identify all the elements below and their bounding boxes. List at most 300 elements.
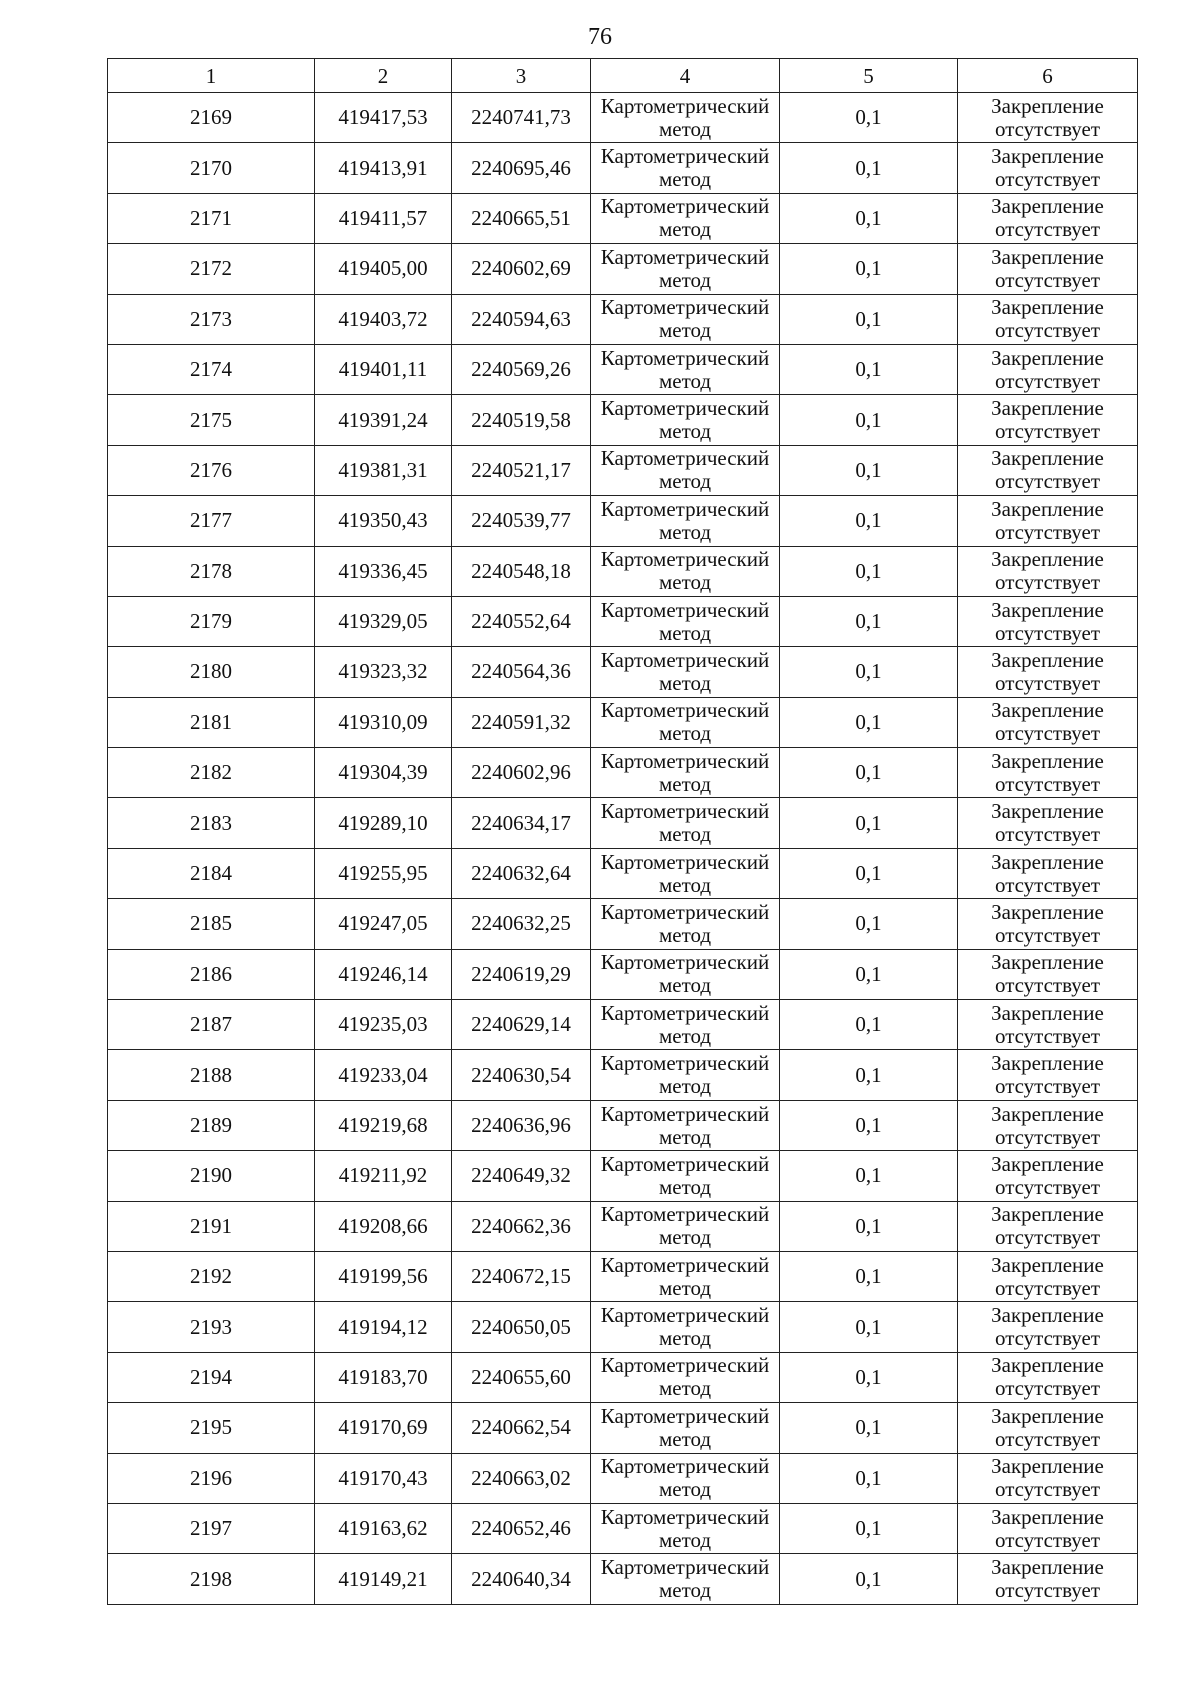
method-line-1: Картометрический	[600, 950, 770, 975]
fixing-line-1: Закрепление	[991, 1151, 1104, 1176]
method-line-1: Картометрический	[600, 244, 770, 269]
y-coordinate-cell: 2240649,32	[452, 1151, 591, 1201]
method-line-1: Картометрический	[600, 799, 770, 824]
x-coordinate-cell: 419208,66	[315, 1201, 452, 1251]
accuracy-cell: 0,1	[780, 1503, 958, 1553]
column-header-4: 4	[591, 59, 780, 93]
y-coordinate-cell: 2240591,32	[452, 697, 591, 747]
method-line-1: Картометрический	[600, 295, 770, 320]
table-body	[108, 93, 1138, 1605]
accuracy-cell: 0,1	[780, 1352, 958, 1402]
fixing-line-2: отсутствует	[994, 1426, 1101, 1451]
x-coordinate-cell: 419417,53	[315, 93, 452, 143]
x-coordinate-cell: 419336,45	[315, 546, 452, 596]
method-cell	[591, 1503, 780, 1553]
accuracy-cell: 0,1	[780, 1151, 958, 1201]
y-coordinate-cell: 2240602,69	[452, 244, 591, 294]
y-coordinate-cell: 2240636,96	[452, 1100, 591, 1150]
method-line-2: метод	[658, 822, 712, 847]
method-line-2: метод	[658, 1477, 712, 1502]
y-coordinate-cell: 2240602,96	[452, 748, 591, 798]
method-line-1: Картометрический	[600, 1454, 770, 1479]
x-coordinate-cell: 419255,95	[315, 848, 452, 898]
fixing-line-2: отсутствует	[994, 1527, 1101, 1552]
fixing-line-2: отсутствует	[994, 267, 1101, 292]
table-row	[108, 143, 1138, 193]
method-cell	[591, 798, 780, 848]
x-coordinate-cell: 419304,39	[315, 748, 452, 798]
table-row	[108, 899, 1138, 949]
y-coordinate-cell: 2240619,29	[452, 949, 591, 999]
accuracy-cell: 0,1	[780, 546, 958, 596]
fixing-line-1: Закрепление	[991, 1504, 1104, 1529]
table-row	[108, 798, 1138, 848]
method-line-2: метод	[658, 922, 712, 947]
header-row	[108, 59, 1138, 93]
fixing-line-1: Закрепление	[991, 345, 1104, 370]
method-cell	[591, 848, 780, 898]
fixing-cell	[958, 294, 1138, 344]
point-number-cell: 2183	[108, 798, 315, 848]
fixing-line-2: отсутствует	[994, 973, 1101, 998]
fixing-cell	[958, 1302, 1138, 1352]
accuracy-cell: 0,1	[780, 848, 958, 898]
fixing-line-2: отсутствует	[994, 1174, 1101, 1199]
method-cell	[591, 546, 780, 596]
method-line-1: Картометрический	[600, 496, 770, 521]
fixing-line-2: отсутствует	[994, 167, 1101, 192]
fixing-line-2: отсутствует	[994, 771, 1101, 796]
method-line-2: метод	[658, 116, 712, 141]
fixing-cell	[958, 143, 1138, 193]
method-cell	[591, 1453, 780, 1503]
fixing-cell	[958, 1554, 1138, 1604]
point-number-cell: 2191	[108, 1201, 315, 1251]
method-line-2: метод	[658, 1275, 712, 1300]
method-line-1: Картометрический	[600, 1403, 770, 1428]
fixing-line-1: Закрепление	[991, 799, 1104, 824]
x-coordinate-cell: 419413,91	[315, 143, 452, 193]
fixing-line-1: Закрепление	[991, 899, 1104, 924]
method-cell	[591, 445, 780, 495]
x-coordinate-cell: 419401,11	[315, 344, 452, 394]
point-number-cell: 2194	[108, 1352, 315, 1402]
accuracy-cell: 0,1	[780, 344, 958, 394]
method-line-2: метод	[658, 267, 712, 292]
method-line-2: метод	[658, 1527, 712, 1552]
fixing-cell	[958, 748, 1138, 798]
table-row	[108, 1251, 1138, 1301]
fixing-cell	[958, 344, 1138, 394]
accuracy-cell: 0,1	[780, 1554, 958, 1604]
point-number-cell: 2192	[108, 1251, 315, 1301]
method-cell	[591, 1201, 780, 1251]
fixing-line-2: отсутствует	[994, 368, 1101, 393]
fixing-line-1: Закрепление	[991, 295, 1104, 320]
x-coordinate-cell: 419199,56	[315, 1251, 452, 1301]
fixing-line-1: Закрепление	[991, 194, 1104, 219]
method-cell	[591, 647, 780, 697]
fixing-line-1: Закрепление	[991, 144, 1104, 169]
y-coordinate-cell: 2240634,17	[452, 798, 591, 848]
table-row	[108, 93, 1138, 143]
y-coordinate-cell: 2240594,63	[452, 294, 591, 344]
fixing-line-2: отсутствует	[994, 469, 1101, 494]
point-number-cell: 2182	[108, 748, 315, 798]
method-line-1: Картометрический	[600, 849, 770, 874]
method-cell	[591, 496, 780, 546]
table-row	[108, 697, 1138, 747]
fixing-line-2: отсутствует	[994, 519, 1101, 544]
fixing-line-1: Закрепление	[991, 1303, 1104, 1328]
fixing-cell	[958, 899, 1138, 949]
x-coordinate-cell: 419183,70	[315, 1352, 452, 1402]
page-number: 76	[588, 24, 612, 50]
table-row	[108, 244, 1138, 294]
method-line-1: Картометрический	[600, 446, 770, 471]
table-row	[108, 1151, 1138, 1201]
y-coordinate-cell: 2240672,15	[452, 1251, 591, 1301]
method-cell	[591, 697, 780, 747]
y-coordinate-cell: 2240539,77	[452, 496, 591, 546]
method-line-2: метод	[658, 670, 712, 695]
fixing-cell	[958, 848, 1138, 898]
fixing-line-2: отсутствует	[994, 1275, 1101, 1300]
fixing-line-1: Закрепление	[991, 1000, 1104, 1025]
fixing-line-2: отсутствует	[994, 1477, 1101, 1502]
fixing-line-1: Закрепление	[991, 93, 1104, 118]
fixing-line-1: Закрепление	[991, 1101, 1104, 1126]
y-coordinate-cell: 2240663,02	[452, 1453, 591, 1503]
method-cell	[591, 193, 780, 243]
y-coordinate-cell: 2240662,54	[452, 1403, 591, 1453]
fixing-cell	[958, 1050, 1138, 1100]
y-coordinate-cell: 2240569,26	[452, 344, 591, 394]
point-number-cell: 2196	[108, 1453, 315, 1503]
x-coordinate-cell: 419391,24	[315, 395, 452, 445]
column-header-6: 6	[958, 59, 1138, 93]
fixing-cell	[958, 244, 1138, 294]
accuracy-cell: 0,1	[780, 244, 958, 294]
method-line-2: метод	[658, 872, 712, 897]
method-cell	[591, 1251, 780, 1301]
fixing-cell	[958, 1503, 1138, 1553]
fixing-line-1: Закрепление	[991, 1403, 1104, 1428]
fixing-line-2: отсутствует	[994, 1326, 1101, 1351]
y-coordinate-cell: 2240695,46	[452, 143, 591, 193]
x-coordinate-cell: 419350,43	[315, 496, 452, 546]
method-cell	[591, 1352, 780, 1402]
y-coordinate-cell: 2240640,34	[452, 1554, 591, 1604]
accuracy-cell: 0,1	[780, 93, 958, 143]
table-row	[108, 949, 1138, 999]
method-cell	[591, 244, 780, 294]
fixing-cell	[958, 1352, 1138, 1402]
method-line-2: метод	[658, 519, 712, 544]
method-line-2: метод	[658, 1326, 712, 1351]
method-line-1: Картометрический	[600, 345, 770, 370]
x-coordinate-cell: 419233,04	[315, 1050, 452, 1100]
method-line-1: Картометрический	[600, 1051, 770, 1076]
x-coordinate-cell: 419329,05	[315, 596, 452, 646]
x-coordinate-cell: 419170,69	[315, 1403, 452, 1453]
accuracy-cell: 0,1	[780, 193, 958, 243]
table-row	[108, 1403, 1138, 1453]
x-coordinate-cell: 419289,10	[315, 798, 452, 848]
y-coordinate-cell: 2240655,60	[452, 1352, 591, 1402]
method-line-2: метод	[658, 469, 712, 494]
table-row	[108, 848, 1138, 898]
accuracy-cell: 0,1	[780, 1201, 958, 1251]
fixing-cell	[958, 949, 1138, 999]
fixing-line-1: Закрепление	[991, 244, 1104, 269]
y-coordinate-cell: 2240548,18	[452, 546, 591, 596]
accuracy-cell: 0,1	[780, 445, 958, 495]
fixing-line-1: Закрепление	[991, 647, 1104, 672]
accuracy-cell: 0,1	[780, 294, 958, 344]
method-line-2: метод	[658, 368, 712, 393]
method-line-2: метод	[658, 1124, 712, 1149]
method-line-1: Картометрический	[600, 597, 770, 622]
y-coordinate-cell: 2240652,46	[452, 1503, 591, 1553]
accuracy-cell: 0,1	[780, 647, 958, 697]
x-coordinate-cell: 419219,68	[315, 1100, 452, 1150]
point-number-cell: 2185	[108, 899, 315, 949]
method-line-2: метод	[658, 1074, 712, 1099]
method-line-2: метод	[658, 771, 712, 796]
x-coordinate-cell: 419310,09	[315, 697, 452, 747]
method-line-2: метод	[658, 721, 712, 746]
fixing-cell	[958, 1151, 1138, 1201]
method-line-1: Картометрический	[600, 748, 770, 773]
method-cell	[591, 1100, 780, 1150]
fixing-cell	[958, 445, 1138, 495]
y-coordinate-cell: 2240741,73	[452, 93, 591, 143]
fixing-cell	[958, 798, 1138, 848]
table-row	[108, 1554, 1138, 1604]
accuracy-cell: 0,1	[780, 1100, 958, 1150]
x-coordinate-cell: 419163,62	[315, 1503, 452, 1553]
method-line-2: метод	[658, 419, 712, 444]
method-cell	[591, 899, 780, 949]
method-cell	[591, 1302, 780, 1352]
method-cell	[591, 596, 780, 646]
accuracy-cell: 0,1	[780, 949, 958, 999]
method-cell	[591, 143, 780, 193]
method-line-1: Картометрический	[600, 698, 770, 723]
point-number-cell: 2171	[108, 193, 315, 243]
method-cell	[591, 344, 780, 394]
point-number-cell: 2188	[108, 1050, 315, 1100]
point-number-cell: 2190	[108, 1151, 315, 1201]
fixing-line-1: Закрепление	[991, 1252, 1104, 1277]
method-line-1: Картометрический	[600, 93, 770, 118]
fixing-cell	[958, 1100, 1138, 1150]
method-cell	[591, 395, 780, 445]
method-line-1: Картометрический	[600, 194, 770, 219]
table-row	[108, 294, 1138, 344]
x-coordinate-cell: 419149,21	[315, 1554, 452, 1604]
method-line-1: Картометрический	[600, 547, 770, 572]
method-cell	[591, 1151, 780, 1201]
table-row	[108, 647, 1138, 697]
fixing-line-2: отсутствует	[994, 1124, 1101, 1149]
point-number-cell: 2172	[108, 244, 315, 294]
fixing-line-1: Закрепление	[991, 496, 1104, 521]
fixing-line-2: отсутствует	[994, 1225, 1101, 1250]
fixing-line-1: Закрепление	[991, 1202, 1104, 1227]
y-coordinate-cell: 2240632,64	[452, 848, 591, 898]
accuracy-cell: 0,1	[780, 596, 958, 646]
y-coordinate-cell: 2240519,58	[452, 395, 591, 445]
method-line-2: метод	[658, 167, 712, 192]
x-coordinate-cell: 419170,43	[315, 1453, 452, 1503]
y-coordinate-cell: 2240552,64	[452, 596, 591, 646]
accuracy-cell: 0,1	[780, 1050, 958, 1100]
method-cell	[591, 949, 780, 999]
table-row	[108, 596, 1138, 646]
table-row	[108, 1453, 1138, 1503]
method-cell	[591, 93, 780, 143]
fixing-cell	[958, 1251, 1138, 1301]
coordinates-table	[107, 58, 1138, 1605]
x-coordinate-cell: 419247,05	[315, 899, 452, 949]
method-line-1: Картометрический	[600, 647, 770, 672]
fixing-line-2: отсутствует	[994, 1578, 1101, 1603]
fixing-line-2: отсутствует	[994, 116, 1101, 141]
method-cell	[591, 1050, 780, 1100]
point-number-cell: 2189	[108, 1100, 315, 1150]
fixing-cell	[958, 395, 1138, 445]
method-line-2: метод	[658, 217, 712, 242]
y-coordinate-cell: 2240629,14	[452, 1000, 591, 1050]
point-number-cell: 2178	[108, 546, 315, 596]
fixing-line-2: отсутствует	[994, 721, 1101, 746]
point-number-cell: 2179	[108, 596, 315, 646]
table-row	[108, 1352, 1138, 1402]
fixing-line-2: отсутствует	[994, 670, 1101, 695]
x-coordinate-cell: 419323,32	[315, 647, 452, 697]
fixing-line-1: Закрепление	[991, 547, 1104, 572]
method-cell	[591, 748, 780, 798]
point-number-cell: 2177	[108, 496, 315, 546]
point-number-cell: 2187	[108, 1000, 315, 1050]
fixing-line-1: Закрепление	[991, 446, 1104, 471]
method-line-1: Картометрический	[600, 396, 770, 421]
method-line-2: метод	[658, 570, 712, 595]
method-line-2: метод	[658, 318, 712, 343]
method-line-1: Картометрический	[600, 1252, 770, 1277]
fixing-line-1: Закрепление	[991, 849, 1104, 874]
x-coordinate-cell: 419405,00	[315, 244, 452, 294]
column-header-3: 3	[452, 59, 591, 93]
method-line-2: метод	[658, 1376, 712, 1401]
fixing-cell	[958, 1201, 1138, 1251]
accuracy-cell: 0,1	[780, 496, 958, 546]
point-number-cell: 2184	[108, 848, 315, 898]
table-row	[108, 546, 1138, 596]
table-row	[108, 1503, 1138, 1553]
x-coordinate-cell: 419381,31	[315, 445, 452, 495]
fixing-cell	[958, 496, 1138, 546]
accuracy-cell: 0,1	[780, 1453, 958, 1503]
fixing-cell	[958, 93, 1138, 143]
y-coordinate-cell: 2240564,36	[452, 647, 591, 697]
fixing-cell	[958, 596, 1138, 646]
column-header-1: 1	[108, 59, 315, 93]
fixing-line-1: Закрепление	[991, 597, 1104, 622]
fixing-cell	[958, 1403, 1138, 1453]
y-coordinate-cell: 2240630,54	[452, 1050, 591, 1100]
fixing-line-1: Закрепление	[991, 1454, 1104, 1479]
fixing-line-2: отсутствует	[994, 570, 1101, 595]
x-coordinate-cell: 419235,03	[315, 1000, 452, 1050]
point-number-cell: 2193	[108, 1302, 315, 1352]
accuracy-cell: 0,1	[780, 395, 958, 445]
table-row	[108, 1100, 1138, 1150]
column-header-2: 2	[315, 59, 452, 93]
table-row	[108, 1302, 1138, 1352]
method-line-1: Картометрический	[600, 1303, 770, 1328]
fixing-line-2: отсутствует	[994, 419, 1101, 444]
method-line-1: Картометрический	[600, 1000, 770, 1025]
fixing-line-1: Закрепление	[991, 1555, 1104, 1580]
point-number-cell: 2181	[108, 697, 315, 747]
accuracy-cell: 0,1	[780, 899, 958, 949]
x-coordinate-cell: 419211,92	[315, 1151, 452, 1201]
y-coordinate-cell: 2240632,25	[452, 899, 591, 949]
fixing-cell	[958, 193, 1138, 243]
fixing-line-1: Закрепление	[991, 950, 1104, 975]
table-row	[108, 496, 1138, 546]
fixing-line-2: отсутствует	[994, 620, 1101, 645]
method-line-1: Картометрический	[600, 1555, 770, 1580]
column-header-5: 5	[780, 59, 958, 93]
y-coordinate-cell: 2240665,51	[452, 193, 591, 243]
x-coordinate-cell: 419246,14	[315, 949, 452, 999]
y-coordinate-cell: 2240650,05	[452, 1302, 591, 1352]
method-line-1: Картометрический	[600, 1151, 770, 1176]
accuracy-cell: 0,1	[780, 143, 958, 193]
table-row	[108, 1050, 1138, 1100]
method-line-1: Картометрический	[600, 144, 770, 169]
point-number-cell: 2175	[108, 395, 315, 445]
y-coordinate-cell: 2240662,36	[452, 1201, 591, 1251]
table-row	[108, 748, 1138, 798]
fixing-line-1: Закрепление	[991, 396, 1104, 421]
table-row	[108, 445, 1138, 495]
method-line-1: Картометрический	[600, 899, 770, 924]
point-number-cell: 2170	[108, 143, 315, 193]
x-coordinate-cell: 419403,72	[315, 294, 452, 344]
method-cell	[591, 294, 780, 344]
fixing-line-2: отсутствует	[994, 822, 1101, 847]
fixing-line-1: Закрепление	[991, 698, 1104, 723]
point-number-cell: 2180	[108, 647, 315, 697]
method-line-2: метод	[658, 1578, 712, 1603]
fixing-cell	[958, 1000, 1138, 1050]
fixing-line-2: отсутствует	[994, 318, 1101, 343]
table-row	[108, 395, 1138, 445]
table-row	[108, 344, 1138, 394]
accuracy-cell: 0,1	[780, 798, 958, 848]
table-row	[108, 1201, 1138, 1251]
fixing-cell	[958, 697, 1138, 747]
method-cell	[591, 1000, 780, 1050]
fixing-line-2: отсутствует	[994, 1023, 1101, 1048]
point-number-cell: 2176	[108, 445, 315, 495]
accuracy-cell: 0,1	[780, 1302, 958, 1352]
